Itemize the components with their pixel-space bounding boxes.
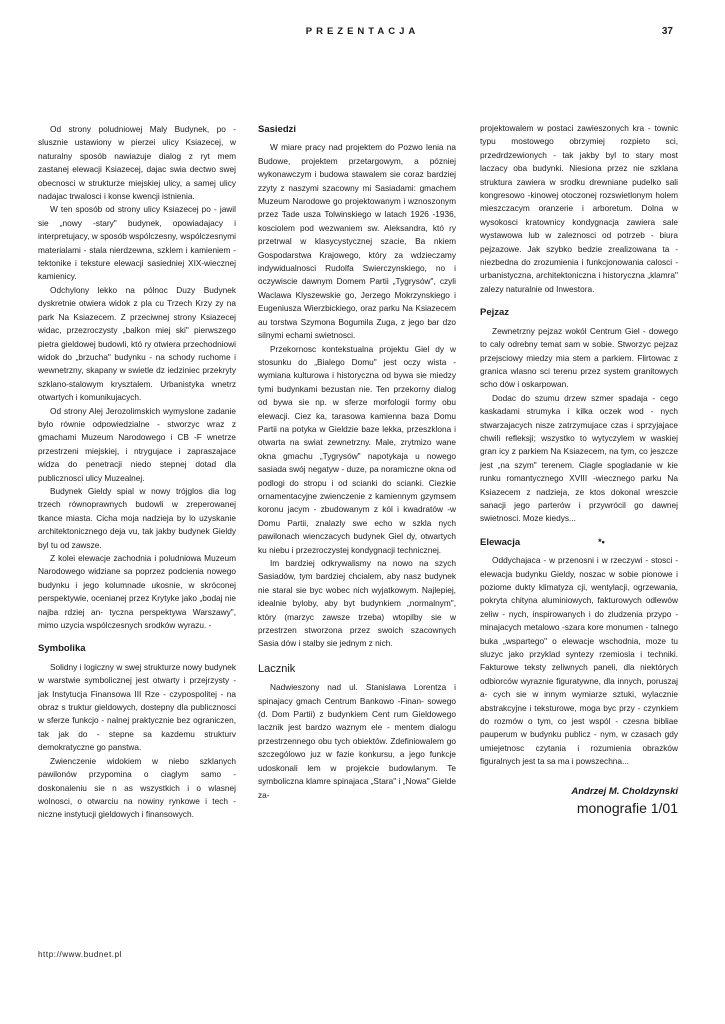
paragraph: W miare pracy nad projektem do Pozwo lenia na Budowe, projektem przetargowym, a pózniej wykonawczym i budowa stawalem sie coraz bardziej zzyty z naszymi szacowny mi Sasiadami: gmachem Muzeum Narodowe go projektowanym i wznoszonym przez Tade usza Tolwinskiego w latach 1926 -1936, kosciolem pod wezwaniem sw. Aleksandra, któ ry przetrwal w klasycystycznej szacie, Ba nkiem Gospodarstwa Krajowego, który za wdzieczamy indywidualnosci Rudolfa Swierczynskiego, no i oczywiscie dawnym Domem Partii „Tygrysów", czyli Waclawa Klyszewskie go, Jerzego Mokrzynskiego i Eugeniusza Wierzbickiego, oraz parku Na Ksiazecem au torstwa Szymona Bogumila Zuga, z jego bar dzo silnymi echami swietnosci. — [258, 142, 456, 341]
paragraph: Oddychajaca - w przenosni i w rzeczywi - stosci - elewacja budynku Gieldy, noszac w sobie pionowe i poziome dukty klimatyza cji, wentylacji, ogrzewania, pokryta chityna aluminiowych, fakturowych odlewów zeliw - nych, inspirowanych i do zludzenia przypo - minajacych metalowo -szara kore monumen - talnego buka „wspartego" o elewacje wschodnia, moze tu sluzyc jako przyklad syntezy rzemiosla i techniki. Fakturowe teksty zeliwnych paneli, dla niektórych odbiorców wyraznie figuratywne, dla innych, poruszaj a- cych sie w innym wymiarze sztuki, wylacznie abstrakcyjne i teksturowe, moga byc przy - czynkiem do rozmów o tym, co jest wspól - czesna bibliae pauperum w budynku publicz - nym, w czasach gdy umiejetnosc czytania i rozumienia obrazków figuralnych jest ta sa ma i powszechna... — [480, 555, 678, 767]
paragraph: Solidny i logiczny w swej strukturze nowy budynek w warstwie symbolicznej jest otwarty i przejrzysty - jak Instytucja Finansowa III Rze - czypospolitej - na obraz s truktur gieldowych, dostepny dla publicznosci w sferze funkcjo - nalnej praktycznie bez ograniczen, tak jak do - stepne sa kazdemu strukturv demokratyczne go panstwa. — [38, 661, 236, 753]
paragraph: Zewnetrzny pejzaz wokól Centrum Giel - dowego to caly odrebny temat sam w sobie. Stworzyc pejzaz przejsciowy miedzy mia stem a parkiem. Flirtowac z granica wlasno sci terenu przez system granitowych scho dów i oskarpowan. — [480, 325, 678, 390]
paragraph: Budynek Gieldy spial w nowy trójglos dia log trzech równoprawnych budowli w zreperowanej tkance miasta. Cicha moja nadzieja by lo uzyskanie architektonicznego deja vu, tak jakby budynek Gieldy byl tu od zawsze. — [38, 485, 236, 550]
column-1 — [38, 123, 236, 822]
paragraph: Od strony Alej Jerozolimskich wymyslone zadanie bylo równie odpowiedzialne - stworzyc wraz z gmachami Muzeum Narodowego i CB -F wnetrze przestrzeni miejskiej, i ntrygujace i zapraszajace widza do penetracji niedo stepnej dotad dla publicznosci ulicy Muzealnej. — [38, 405, 236, 483]
author-signature: Andrzej M. Choldzynski — [571, 785, 678, 797]
section-title: PREZENTACJA — [305, 26, 420, 37]
paragraph: Zwienczenie widokiem w niebo szklanych pawilonów przypomina o ciaglym samo - doskonaleniu sie n as wszystkich i o wlasnej wolnosci, o otwarciu na nowiny rynkowe i tech - niczne instytucji gieldowych i finansowych. — [38, 755, 236, 820]
paragraph: projektowalem w postaci zawieszonych kra - townic typu mostowego obrzymiej rozpieto sci, przedrdzewionych - tak jakby byl to stary most laczacy oba budynki. Niesiona przez nie szklana struktura zawiera w srodku drewniane pudelko sali kongresowo -kinowej otoczonej rozswietlonym holem mieszczacym oranzerie i arboretum. Dolna w wysokosci kratownicy kondygnacja zawiera sale wystawowa lub w zaleznosci od potrzeb - biura pejzazowe. Jak szybko bedzie zrealizowana ta - niezbedna do zrozumienia i funkcjonowania calosci - urbanistyczna, architektoniczna i historyczna „klamra" zalezy naturalnie od Inwestora. — [480, 123, 678, 294]
heading-sasiedzi: Sasiedzi — [258, 124, 297, 135]
heading-elewacja: Elewacja — [480, 536, 521, 548]
column-3 — [480, 122, 678, 816]
decorative-mark: *• — [598, 536, 605, 547]
paragraph: Im bardziej odkrywalismy na nowo na szych Sasiadów, tym bardziej chcialem, aby nasz budynek nie staral sie byc wobec nich wyjatkowym. Najlepiej, idealnie byloby, aby byt budynkiem „normalnym", który (marzyc zawsze trzeba) wtopilby sie w przestrzen stworzona przez swoich szacownych Sasia dów i stalby sie jednym z nich. — [258, 558, 456, 649]
page-number: 37 — [661, 26, 673, 37]
heading-lacznik: Lacznik — [258, 662, 296, 675]
paragraph: Dodac do szumu drzew szmer spadaja - cego kaskadami strumyka i kilka oczek wod - nych stwarzajacych nisze zatrzymujace czas i sprzyjajace chwili refleksji; wszystko to wytyczylem w waskiej gran icy z parkiem Na Ksiazecem, na tym, co jeszcze jest „na szym" terenem. Ciagle spogladanie w kie runku romantycznego XVIII -wiecznego parku Na Ksiazecem z nadzieja, ze ktos dokonal wreszcie sanacji jego parterów i przywrócil go dawnej swietnosci. Moze kiedys... — [480, 392, 678, 524]
column-2 — [258, 123, 456, 802]
footer-url: http://www.budnet.pl — [38, 950, 123, 959]
heading-elewacja-row — [480, 536, 678, 549]
paragraph: Odchylony lekko na pólnoc Duzy Budynek dyskretnie otwiera widok z pla cu Trzech Krzy zy na park Na Ksiazecem. Z przeciwnej strony Ksiazecej widac, przezroczysty „balkon miej ski" pierwszego pietra gieldowej budowli, któ ry otwiera przechodniowi widok do „brzucha" budynku - na schody ruchome i wewnetrzny, skapany w swietle dz iedziniec przekryty szklano-stalowym krysztalem. Urbanistyka wnetrz otwartych i komunikujacych. — [38, 284, 236, 403]
heading-pejzaz: Pejzaz — [480, 307, 510, 319]
heading-symbolika: Symbolika — [38, 643, 86, 655]
paragraph: Z kolei elewacje zachodnia i poludniowa Muzeum Narodowego widziane sa poprzez podcienia nowego budynku i jego kolumnade ukosnie, w skróconej perspektywie, ocenianej przez Krytyke jako „bodaj nie najba rdziej an- tyczna perspektywa Warszawy", mimo uzycia wspólczesnych srodków wyrazu. - — [38, 553, 236, 631]
paragraph: Nadwieszony nad ul. Stanislawa Lorentza i spinajacy gmach Centrum Bankowo -Finan- sowego (d. Dom Partii) z budynkiem Cent rum Gieldowego lacznik jest bardzo waznym ele - mentem dialogu przestrzennego obu tych obiektów. Zdefiniowalem go szczególowo juz w fazie konkursu, a jego funkcje udoskonali lem w projekcie budowlanym. Te symboliczna klamre spinajaca „Stara" i „Nowa" Gielde za- — [258, 682, 456, 800]
page-header — [0, 26, 725, 42]
paragraph: Przekornosc kontekstualna projektu Giel dy w stosunku do „Bialego Domu" jest oczy wista - wymiana kulturowa i historyczna od bywa sie miedzy tymi budynkami bezustan nie. Ten przekorny dialog od bywa sie np. w sferze morfologii formy obu elewacji. Ciez ka, tarasowa kamienna baza Domu Partii na potyka w Gieldzie baze lekka, przeszklona i otwarta na swiat zewnetrzny. Male, zrytmizo wane okna gmachu „Tygrysów" napotykaja u nowego sasiada swój negatyw - duze, pa noramiczne okna od podlogi do stropu i od scianki do scianki. Ciezkie ornamentacyjne zwienczenie z kamiennym gzymsem koronu jacym - zbudowanym z kól i kwadratów -w Domu Partii, znalazly swe echo w szkla nych pawilonach wienczacych budynek Giel dy, otwartych ku niebu i przezroczystej kondygnacji technicznej. — [258, 343, 456, 555]
paragraph: Od strony poludniowej Maly Budynek, po - slusznie ustawiony w pierzei ulicy Ksiazecej, w naturalny sposób nawiazuje dialog z ryt mem zastanej elewacji Ksiazecej, dajac swia dectwo swej obecnosci w strukturze miejskiej ulicy, a samej ulicy nadajac trwalosci i konse kwencji istnienia. — [38, 124, 236, 202]
paragraph: W ten sposób od strony ulicy Ksiazecej po - jawil sie „nowy -stary" budynek, opowiadajacy i interpretujacy, w sposób wspólczesny, wspólczesnymi materialami - stala nierdzewna, szklem i kamieniem - tektonike i teksture elewacji sasiedniej XIX-wiecznej kamienicy. — [38, 204, 236, 282]
issue-label: monografie 1/01 — [576, 800, 678, 817]
